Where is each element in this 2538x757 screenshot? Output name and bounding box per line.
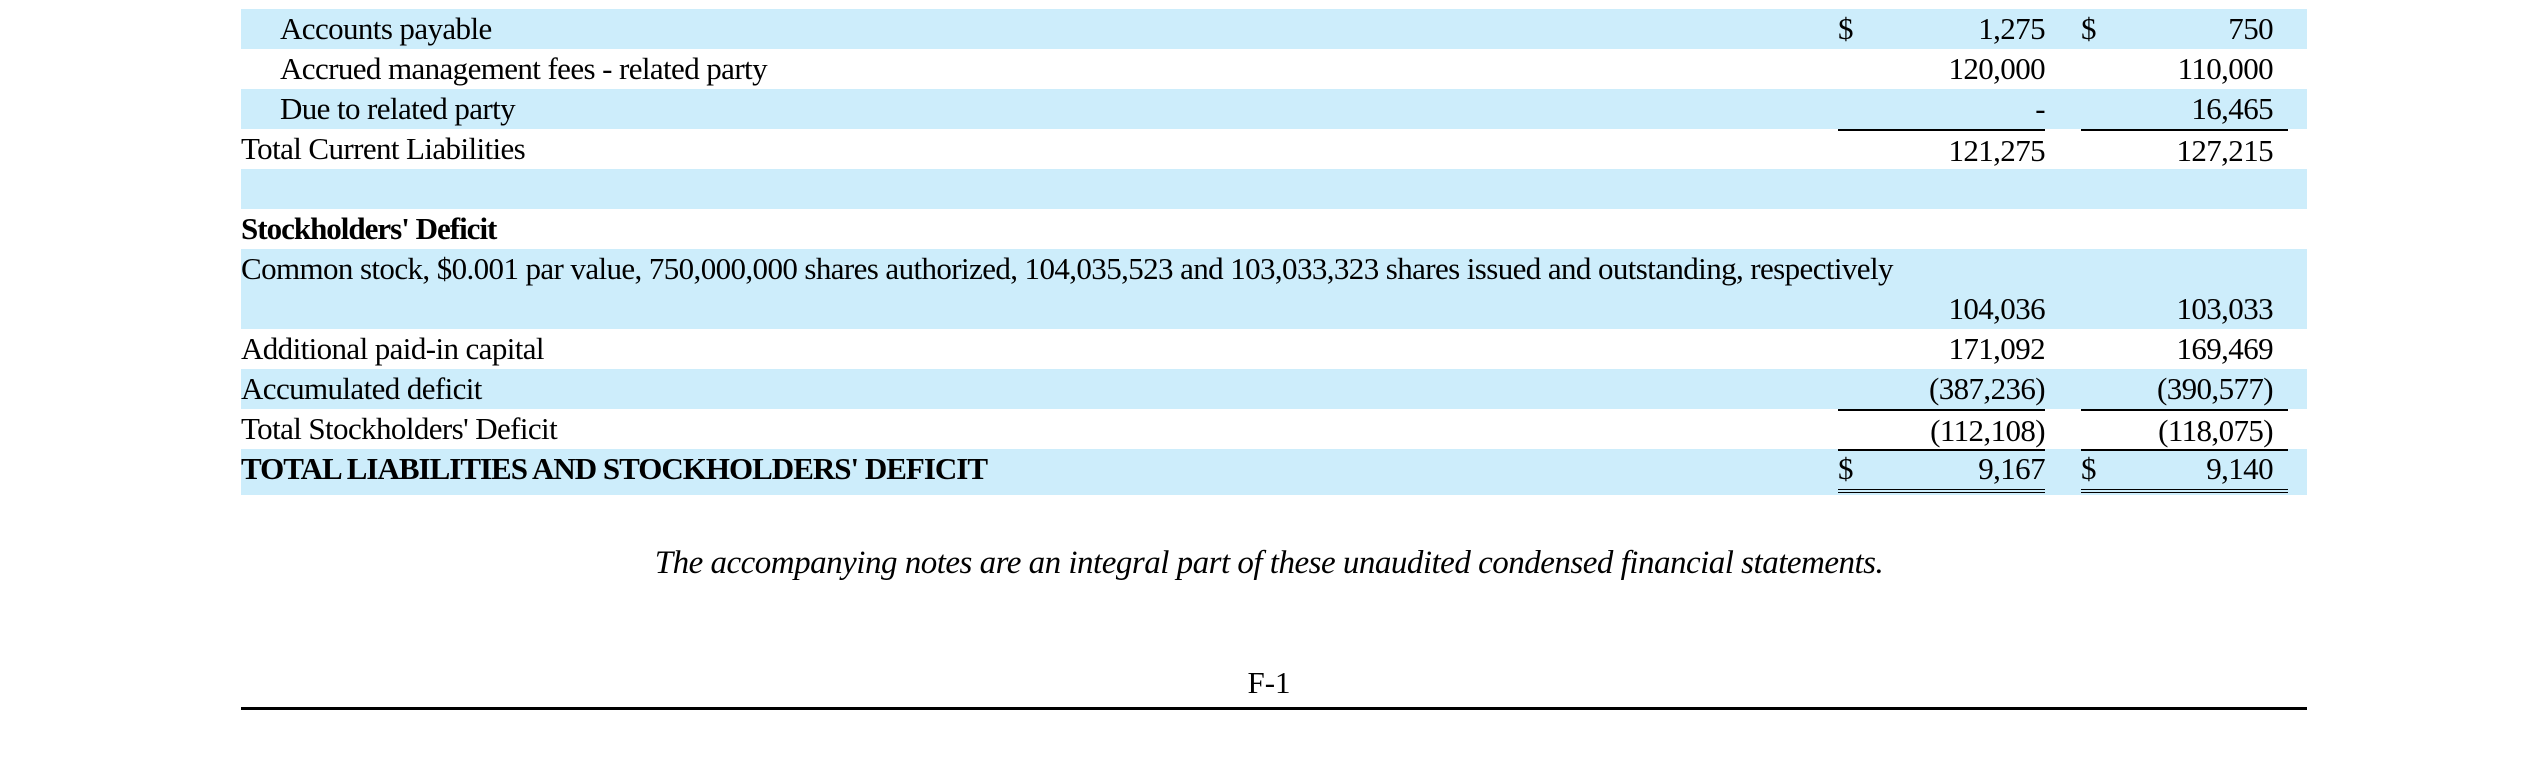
dollar-sign: $ xyxy=(1838,451,1854,486)
value: (118,075) xyxy=(2158,413,2273,448)
row-label: Accounts payable xyxy=(280,11,492,46)
cell-current-period xyxy=(1838,89,2045,129)
cell-prior-period xyxy=(2081,329,2288,369)
row-label: Accumulated deficit xyxy=(241,371,482,406)
cell-prior-period xyxy=(2081,369,2288,409)
row-label: Additional paid-in capital xyxy=(241,331,544,366)
dollar-sign: $ xyxy=(1838,11,1854,46)
dollar-sign: $ xyxy=(2081,451,2097,486)
row-label: Due to related party xyxy=(280,91,516,126)
cell-prior-period xyxy=(2081,89,2288,129)
cell-current-period xyxy=(1838,49,2045,89)
row-label: Common stock, $0.001 par value, 750,000,000 shares authorized, 104,035,523 and 103,033,323 shares issued and outstanding, respectively xyxy=(241,251,1893,286)
row-label: TOTAL LIABILITIES AND STOCKHOLDERS' DEFICIT xyxy=(241,451,988,486)
cell-current-period xyxy=(1838,369,2045,409)
value: 121,275 xyxy=(1948,133,2045,168)
value: 9,140 xyxy=(2206,451,2273,486)
cell-prior-period xyxy=(2081,409,2288,451)
value: 169,469 xyxy=(2176,331,2273,366)
cell-current-period xyxy=(1838,409,2045,451)
cell-prior-period xyxy=(2081,9,2288,49)
row-accumulated-deficit xyxy=(241,369,2307,409)
row-accounts-payable xyxy=(241,9,2307,49)
cell-current-period xyxy=(1838,449,2045,493)
value: 120,000 xyxy=(1948,51,2045,86)
row-additional-paid-in-capital xyxy=(241,329,2307,369)
section-heading: Stockholders' Deficit xyxy=(241,211,497,246)
value: (387,236) xyxy=(1929,371,2045,406)
cell-current-period xyxy=(1838,249,2045,329)
page-number: F-1 xyxy=(1247,665,1291,700)
value: 104,036 xyxy=(1948,291,2045,326)
value: 1,275 xyxy=(1978,11,2045,46)
value: (112,108) xyxy=(1930,413,2045,448)
row-total-liabilities-and-deficit xyxy=(241,449,2307,495)
value: 127,215 xyxy=(2176,133,2273,168)
row-total-current-liabilities xyxy=(241,129,2307,169)
footnote: The accompanying notes are an integral part of these unaudited condensed financial statements. xyxy=(654,545,1884,581)
value: - xyxy=(2035,91,2045,126)
row-due-to-related-party xyxy=(241,89,2307,129)
cell-prior-period xyxy=(2081,449,2288,493)
value: 750 xyxy=(2228,11,2273,46)
row-label: Total Stockholders' Deficit xyxy=(241,411,558,446)
cell-prior-period xyxy=(2081,49,2288,89)
cell-prior-period xyxy=(2081,249,2288,329)
row-accrued-management-fees xyxy=(241,49,2307,89)
value: 9,167 xyxy=(1978,451,2045,486)
row-stockholders-deficit-heading xyxy=(241,209,2307,249)
cell-current-period xyxy=(1838,9,2045,49)
cell-prior-period xyxy=(2081,129,2288,171)
balance-sheet-table xyxy=(241,9,2307,495)
footer-divider xyxy=(241,707,2307,710)
value: 103,033 xyxy=(2176,291,2273,326)
row-total-stockholders-deficit xyxy=(241,409,2307,449)
value: 16,465 xyxy=(2191,91,2273,126)
row-label: Total Current Liabilities xyxy=(241,131,526,166)
cell-current-period xyxy=(1838,329,2045,369)
dollar-sign: $ xyxy=(2081,11,2097,46)
value: 110,000 xyxy=(2177,51,2273,86)
row-common-stock xyxy=(241,249,2307,329)
value: (390,577) xyxy=(2157,371,2273,406)
value: 171,092 xyxy=(1948,331,2045,366)
row-spacer xyxy=(241,169,2307,209)
cell-current-period xyxy=(1838,129,2045,171)
row-label: Accrued management fees - related party xyxy=(280,51,767,86)
